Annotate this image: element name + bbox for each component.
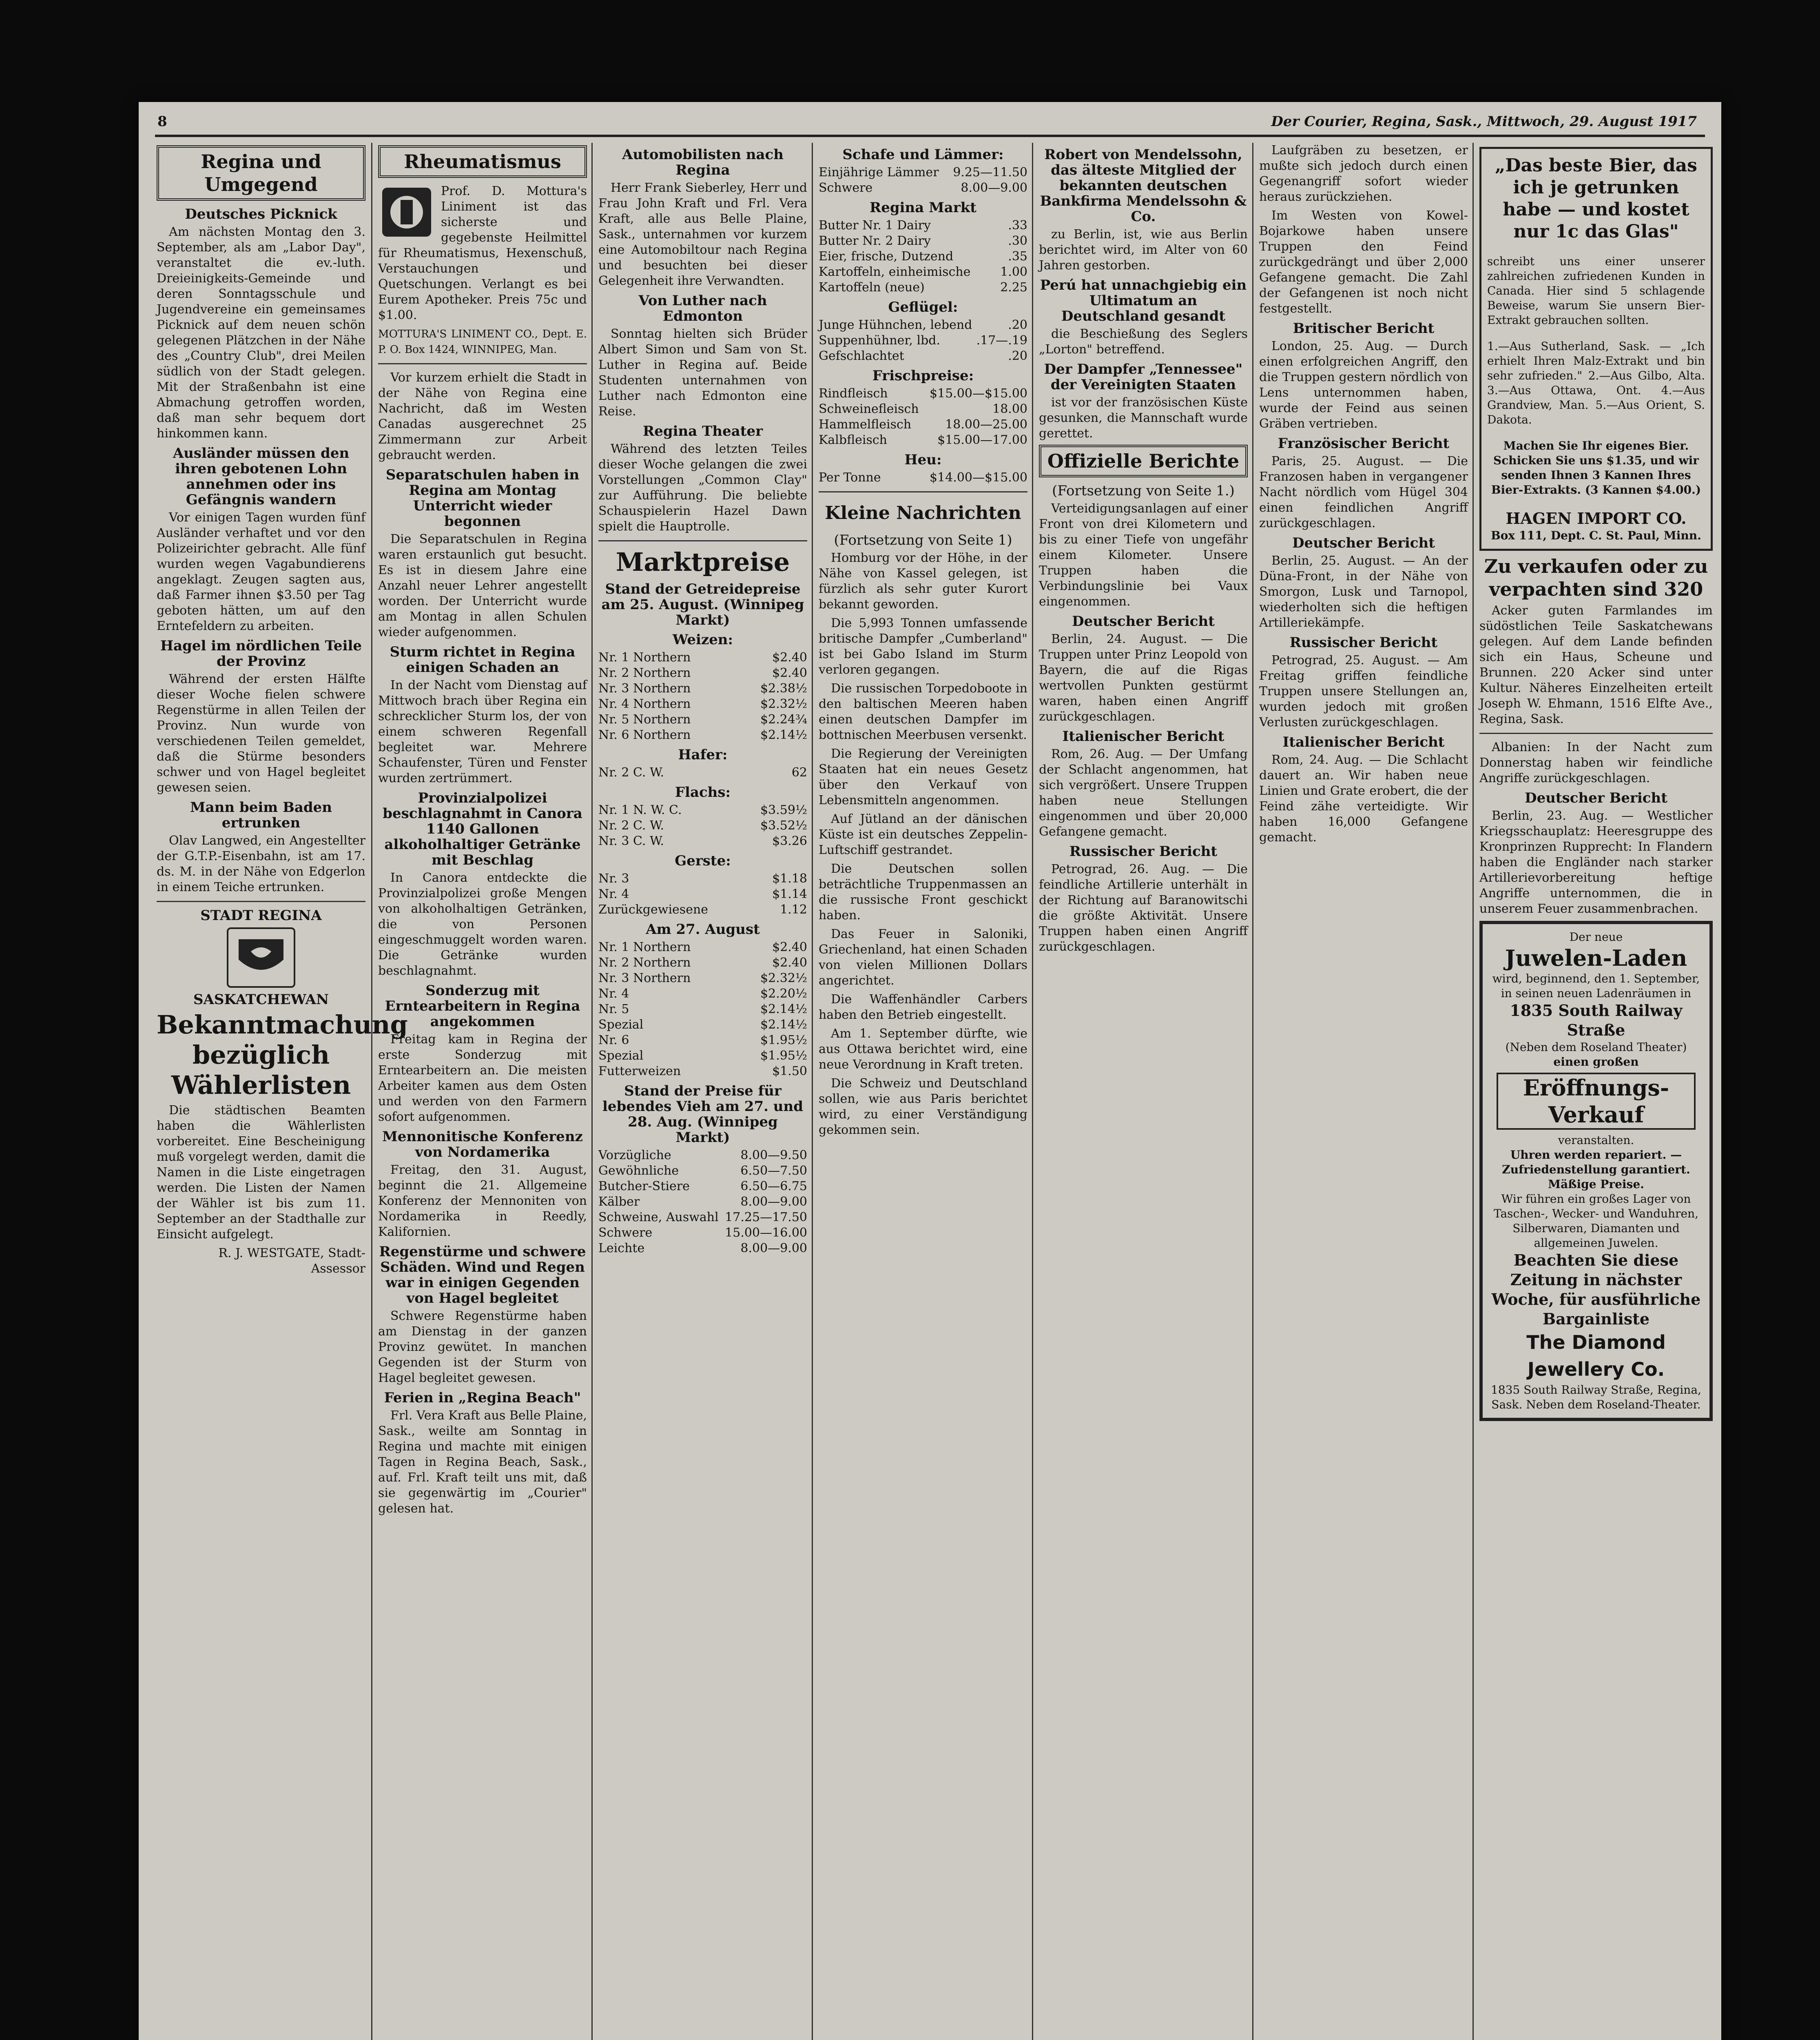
headline: Sturm richtet in Regina einigen Schaden an [390, 644, 576, 676]
price-list [819, 470, 1027, 486]
price-value: 18.00 [992, 402, 1027, 416]
headline: Mann beim Baden ertrunken [190, 799, 332, 831]
price-list [598, 871, 807, 918]
price-row [819, 280, 1027, 295]
price-value: 9.25—11.50 [953, 165, 1027, 180]
price-row [598, 665, 807, 681]
price-group-label: Flachs: [675, 784, 731, 800]
price-label: Nr. 5 [598, 1002, 629, 1016]
price-value: $15.00—17.00 [937, 433, 1027, 447]
price-label: Spezial [598, 1018, 644, 1032]
news-item: Die Schweiz und Deutschland sollen, wie aus Paris berichtet wird, zu einer Verständigung gekommen sein. [819, 1076, 1027, 1137]
price-label: Nr. 5 Northern [598, 712, 691, 727]
price-row [598, 1033, 807, 1048]
price-label: Schweinefleisch [819, 402, 919, 416]
price-value: $1.95½ [760, 1049, 807, 1063]
price-value: $2.40 [772, 666, 807, 680]
price-list [598, 940, 807, 1079]
jewellery-ad-notice: Beachten Sie diese Zeitung in nächster Woche, für ausführliche Bargainliste [1491, 1251, 1701, 1328]
article-text: Während des letzten Teiles dieser Woche gelangen die zwei Vorstellungen „Common Clay" zur Aufführung. Die beliebte Schauspielerin Hazel Dawn spielt die Hauptrolle. [598, 442, 807, 534]
price-value: $1.18 [772, 871, 807, 886]
price-label: Rindfleisch [819, 386, 888, 401]
price-value: $2.14½ [760, 728, 807, 742]
price-value: $3.59½ [760, 803, 807, 817]
price-value: .20 [1008, 349, 1027, 363]
beer-ad-address: Box 111, Dept. C. St. Paul, Minn. [1491, 529, 1701, 542]
price-label: Spezial [598, 1049, 644, 1063]
jewellery-ad-address: 1835 South Railway Straße [1510, 1001, 1683, 1039]
price-value: 15.00—16.00 [725, 1226, 807, 1240]
divider [157, 901, 365, 902]
headline: Separatschulen haben in Regina am Montag Unterricht wieder begonnen [385, 467, 580, 530]
price-label: Nr. 1 Northern [598, 940, 691, 954]
column-3 [591, 143, 813, 2040]
article-text: Freitag, den 31. August, beginnt die 21. Allgemeine Konferenz der Mennoniten von Nordamerika in Reedly, Kalifornien. [378, 1163, 587, 1239]
price-value: $1.50 [772, 1064, 807, 1078]
report-heading: Französischer Bericht [1278, 435, 1450, 452]
headline: Deutsches Picknick [185, 206, 337, 222]
price-row [598, 765, 807, 781]
article-text: ist vor der französischen Küste gesunken, die Mannschaft wurde gerettet. [1039, 395, 1248, 441]
report-heading: Britischer Bericht [1293, 320, 1435, 337]
report-text: Im Westen von Kowel-Bojarkowe haben unsere Truppen den Feind zurückgedrängt und über 2,000 Gefangene gemacht. Die Zahl der Gefangenen ist noch nicht festgestellt. [1259, 208, 1468, 316]
price-row [819, 432, 1027, 448]
stadt-title: STADT REGINA [200, 907, 322, 924]
price-label: Nr. 6 Northern [598, 728, 691, 742]
price-value: 17.25—17.50 [725, 1210, 807, 1224]
price-value: $3.52½ [760, 818, 807, 833]
price-row [819, 333, 1027, 348]
price-value: 6.50—6.75 [740, 1179, 807, 1193]
price-row [598, 803, 807, 818]
price-value: $2.40 [772, 650, 807, 665]
price-list [598, 1148, 807, 1256]
price-label: Nr. 2 Northern [598, 956, 691, 970]
jewellery-ad-sale: Eröffnungs-Verkauf [1497, 1073, 1696, 1130]
city-seal-icon [227, 927, 295, 988]
price-label: Kartoffeln, einheimische [819, 265, 971, 279]
stadt-subtitle: SASKATCHEWAN [193, 991, 329, 1008]
headline: Von Luther nach Edmonton [638, 293, 767, 324]
article-text: Olav Langwed, ein Angestellter der G.T.P.-Eisenbahn, ist am 17. ds. M. in der Nähe von Edgerlon in einem Teiche ertrunken. [157, 834, 365, 894]
price-value: 1.00 [1000, 265, 1027, 279]
rheumatism-ad [378, 184, 587, 357]
columns [151, 143, 1713, 2040]
price-label: Einjährige Lämmer [819, 165, 939, 180]
article-text: zu Berlin, ist, wie aus Berlin berichtet wird, im Alter von 60 Jahren gestorben. [1039, 227, 1248, 273]
headline: Hagel im nördlichen Teile der Provinz [160, 638, 362, 670]
price-label: Nr. 1 Northern [598, 650, 691, 665]
jewellery-ad-title: Juwelen-Laden [1505, 945, 1687, 971]
divider [378, 363, 587, 364]
news-item: Die Regierung der Vereinigten Staaten hat ein neues Gesetz über den Verkauf von Lebensmitteln angenommen. [819, 747, 1027, 807]
price-label: Futterweizen [598, 1064, 681, 1078]
price-label: Junge Hühnchen, lebend [819, 318, 972, 332]
article-text: Während der ersten Hälfte dieser Woche fielen schwere Regenstürme in allen Teilen der Provinz. Nun wurde von verschiedenen Teilen gemeldet, daß die Stürme besonders schwer und von Hagel begleitet gewesen seien. [157, 672, 365, 795]
price-value: 8.00—9.50 [740, 1148, 807, 1162]
divider [1479, 733, 1713, 734]
price-row [819, 218, 1027, 233]
price-row [819, 470, 1027, 486]
price-value: $2.32½ [760, 697, 807, 711]
price-value: 8.00—9.00 [740, 1241, 807, 1255]
price-label: Schwere [819, 181, 873, 195]
price-group-label: Schafe und Lämmer: [842, 146, 1004, 163]
price-row [819, 264, 1027, 280]
price-row [598, 1064, 807, 1079]
price-row [819, 401, 1027, 417]
price-label: Suppenhühner, lbd. [819, 333, 941, 348]
report-text: Berlin, 23. Aug. — Westlicher Kriegsschauplatz: Heeresgruppe des Kronprinzen Rupprecht: In Flandern haben die Engländer nach starker Artillerievorbereitung heftige Angriffe unternommen, die in unserem Feuer zusammenbrachen. [1479, 809, 1713, 916]
section-title: Regina und Umgegend [157, 145, 365, 201]
price-row [819, 348, 1027, 364]
price-label: Kartoffeln (neue) [819, 280, 925, 295]
price-row [598, 1017, 807, 1033]
price-label: Nr. 3 C. W. [598, 834, 664, 848]
report-text: Berlin, 25. August. — An der Düna-Front, in der Nähe von Smorgon, Lusk und Tarnopol, wiederholten sich die heftigen Artilleriekämpfe. [1259, 554, 1468, 630]
market-subtitle: Am 27. August [646, 921, 760, 938]
price-row [598, 986, 807, 1002]
price-list [819, 218, 1027, 295]
price-row [598, 871, 807, 887]
report-text: London, 25. Aug. — Durch einen erfolgreichen Angriff, den die Truppen gestern nördlich von Lens unternommen haben, wurde der Feind aus seinen Gräben vertrieben. [1259, 339, 1468, 431]
market-subtitle: Stand der Preise für lebendes Vieh am 27. und 28. Aug. (Winnipeg Markt) [602, 1083, 803, 1146]
price-label: Nr. 6 [598, 1033, 629, 1047]
rheumatism-ad-title: Rheumatismus [378, 145, 587, 178]
price-label: Gefschlachtet [819, 349, 904, 363]
notice-title: Bekanntmachung bezüglich Wählerlisten [157, 1010, 408, 1100]
report-text: Rom, 26. Aug. — Der Umfang der Schlacht angenommen, hat sich vergrößert. Unsere Truppen haben neue Stellungen eingenommen und über 20,000 Gefangene gemacht. [1039, 747, 1248, 839]
price-row [819, 386, 1027, 401]
report-heading: Deutscher Bericht [1072, 613, 1215, 630]
price-value: $2.40 [772, 940, 807, 954]
report-heading: Russischer Bericht [1289, 634, 1438, 651]
report-text: Paris, 25. August. — Die Franzosen haben in vergangener Nacht nördlich vom Hügel 304 einen feindlichen Angriff zurückgeschlagen. [1259, 454, 1468, 530]
price-row [598, 681, 807, 696]
price-row [598, 1241, 807, 1256]
headline: Ausländer müssen den ihren gebotenen Lohn annehmen oder ins Gefängnis wandern [173, 445, 350, 508]
price-label: Nr. 1 N. W. C. [598, 803, 682, 817]
price-label: Nr. 4 Northern [598, 697, 691, 711]
article-text: Sonntag hielten sich Brüder Albert Simon und Sam von St. Luther in Regina auf. Beide Studenten unternahmen von Luther nach Edmonton eine Reise. [598, 327, 807, 419]
divider [598, 540, 807, 541]
price-label: Nr. 3 Northern [598, 681, 691, 696]
price-value: .33 [1008, 218, 1027, 233]
jewellery-ad-text: wird, beginnend, den 1. September, in seinen neuen Ladenräumen in [1492, 972, 1700, 1000]
price-group-label: Heu: [904, 452, 942, 468]
price-label: Schweine, Auswahl [598, 1210, 719, 1224]
price-row [598, 1225, 807, 1241]
price-row [598, 1148, 807, 1163]
beer-ad [1479, 147, 1713, 551]
price-label: Vorzügliche [598, 1148, 671, 1162]
jewellery-ad-near: (Neben dem Roseland Theater) [1505, 1040, 1687, 1054]
price-value: $3.26 [772, 834, 807, 848]
price-list [819, 165, 1027, 196]
article-text: Die Separatschulen in Regina waren erstaunlich gut besucht. Es ist in diesem Jahre eine Anzahl neuer Lehrer angestellt worden. Der Unterricht wurde am Montag in allen Schulen wieder aufgenommen. [378, 532, 587, 639]
price-value: $14.00—$15.00 [930, 470, 1027, 485]
price-label: Hammelfleisch [819, 417, 912, 432]
beer-ad-offer: Machen Sie Ihr eigenes Bier. Schicken Sie uns $1.35, und wir senden Ihnen 3 Kannen Ihres Bier-Extrakts. (3 Kannen $4.00.) [1491, 439, 1701, 497]
beer-ad-title: „Das beste Bier, das ich je getrunken habe — und kostet nur 1c das Glas" [1495, 155, 1697, 242]
article-text: Vor einigen Tagen wurden fünf Ausländer verhaftet und vor den Polizeirichter gebracht. Alle fünf wurden wegen Vagabundierens angeklagt. Zeugen sagten aus, daß Farmer ihnen $3.50 per Tag geboten hätten, um auf den Erntefeldern zu arbeiten. [157, 510, 365, 633]
price-label: Nr. 3 [598, 871, 629, 886]
price-row [598, 1163, 807, 1179]
price-label: Butter Nr. 1 Dairy [819, 218, 931, 233]
price-label: Kälber [598, 1195, 640, 1209]
column-6 [1252, 143, 1474, 2040]
report-text: Berlin, 24. August. — Die Truppen unter Prinz Leopold von Bayern, die auf die Rigas wertvollen Punkten gestürmt waren, haben einen Angriff zurückgeschlagen. [1039, 632, 1248, 724]
news-item: Die 5,993 Tonnen umfassende britische Dampfer „Cumberland" ist bei Gabo Island im Sturm verloren gegangen. [819, 616, 1027, 677]
price-row [598, 650, 807, 665]
price-row [598, 818, 807, 834]
price-group-label: Regina Markt [869, 200, 976, 216]
market-title: Marktpreise [616, 547, 790, 577]
price-row [819, 165, 1027, 180]
news-title: Kleine Nachrichten [825, 503, 1021, 523]
beer-ad-list: 1.—Aus Sutherland, Sask. — „Ich erhielt Ihren Malz-Extrakt und bin sehr zufrieden." 2.—Aus Gilbo, Alta. 3.—Aus Ottawa, Ont. 4.—Aus Grandview, Man. 5.—Aus Orient, S. Dakota. [1487, 339, 1705, 426]
article-text: Frl. Vera Kraft aus Belle Plaine, Sask., weilte am Sonntag in Regina und machte mit einigen Tagen in Regina Beach, Sask., auf. Frl. Kraft teilt uns mit, daß sie gegenwärtig im „Courier" gelesen hat. [378, 1408, 587, 1516]
price-row [819, 233, 1027, 249]
page-number: 8 [157, 113, 167, 130]
jewellery-ad [1479, 921, 1713, 1421]
jewellery-ad-top: Der neue [1569, 930, 1623, 944]
price-value: .35 [1008, 249, 1027, 264]
news-item: Die russischen Torpedoboote in den baltischen Meeren haben einen deutschen Dampfer im bottnischen Meerbusen versenkt. [819, 681, 1027, 742]
price-value: 1.12 [780, 902, 807, 917]
article-text: In Canora entdeckte die Provinzialpolizei große Mengen von alkoholhaltigen Getränken, die von Personen eingeschmuggelt worden waren. Die Getränke wurden beschlagnahmt. [378, 871, 587, 978]
news-subtitle: (Fortsetzung von Seite 1) [834, 532, 1012, 548]
price-row [819, 417, 1027, 432]
price-value: $2.38½ [760, 681, 807, 696]
price-row [598, 971, 807, 986]
price-list [598, 803, 807, 849]
price-list [598, 650, 807, 743]
headline: Der Dampfer „Tennessee" der Vereinigten Staaten [1044, 361, 1243, 393]
headline: Sonderzug mit Erntearbeitern in Regina angekommen [385, 982, 580, 1030]
price-row [598, 1179, 807, 1194]
price-value: $2.14½ [760, 1018, 807, 1032]
price-label: Nr. 2 C. W. [598, 765, 664, 780]
report-text: Rom, 24. Aug. — Die Schlacht dauert an. Wir haben neue Linien und Grate erobert, die der Feind zähe verteidigte. Wir haben 16,000 Gefangene gemacht. [1259, 753, 1468, 845]
report-heading: Russischer Bericht [1069, 843, 1218, 860]
article-text: Vor kurzem erhielt die Stadt in der Nähe von Regina eine Nachricht, daß im Westen Canadas ausgerechnet 25 Zimmermann zur Arbeit gebraucht werden. [378, 370, 587, 462]
article-text: Freitag kam in Regina der erste Sonderzug mit Erntearbeitern an. Die meisten Arbeiter kamen aus dem Osten und werden von den Farmern sofort aufgenommen. [378, 1032, 587, 1124]
news-item: Die Waffenhändler Carbers haben den Betrieb eingestellt. [819, 992, 1027, 1022]
price-value: $2.24¾ [760, 712, 807, 727]
price-label: Kalbfleisch [819, 433, 887, 447]
news-item: Homburg vor der Höhe, in der Nähe von Kassel gelegen, ist fürzlich als sehr guter Kurort bekannt geworden. [819, 551, 1027, 612]
price-value: 8.00—9.00 [961, 181, 1027, 195]
price-value: 8.00—9.00 [740, 1195, 807, 1209]
jewellery-ad-einen: einen großen [1553, 1055, 1639, 1069]
notice-signature: R. J. WESTGATE, Stadt-Assessor [218, 1246, 365, 1276]
dateline: Der Courier, Regina, Sask., Mittwoch, 29. August 1917 [1271, 113, 1697, 130]
headline: Regenstürme und schwere Schäden. Wind und Regen war in einigen Gegenden von Hagel begleitet [379, 1244, 586, 1306]
price-label: Butcher-Stiere [598, 1179, 690, 1193]
land-ad-title: Zu verkaufen oder zu verpachten sind 320 [1484, 555, 1708, 600]
price-group-label: Weizen: [672, 632, 733, 648]
news-item: Auf Jütland an der dänischen Küste ist ein deutsches Zeppelin-Luftschiff gestrandet. [819, 812, 1027, 857]
price-row [598, 712, 807, 727]
price-group-label: Hafer: [678, 747, 728, 763]
newspaper-page [139, 102, 1721, 2040]
price-label: Leichte [598, 1241, 645, 1255]
news-item: Das Feuer in Saloniki, Griechenland, hat einen Schaden von vielen Millionen Dollars angerichtet. [819, 927, 1027, 988]
report-text: Laufgräben zu besetzen, er mußte sich jedoch durch einen Gegenangriff sofort wieder heraus zurückziehen. [1259, 143, 1468, 204]
price-label: Gewöhnliche [598, 1164, 679, 1178]
headline: Mennonitische Konferenz von Nordamerika [382, 1129, 583, 1160]
headline: Ferien in „Regina Beach" [384, 1390, 581, 1406]
column-2 [371, 143, 593, 2040]
price-value: 6.50—7.50 [740, 1164, 807, 1178]
price-value: .17—.19 [976, 333, 1027, 348]
jewellery-ad-repair: Uhren werden repariert. — Zufriedenstellung garantiert. Mäßige Preise. [1502, 1148, 1690, 1191]
price-row [598, 1048, 807, 1064]
price-value: 2.25 [1000, 280, 1027, 295]
official-reports-title: Offizielle Berichte [1039, 445, 1248, 477]
price-row [598, 902, 807, 918]
price-row [598, 1002, 807, 1017]
article-text: die Beschießung des Seglers „Lorton" betreffend. [1039, 327, 1248, 357]
price-value: $2.20½ [760, 987, 807, 1001]
price-group-label: Frischpreise: [872, 368, 974, 384]
price-row [819, 180, 1027, 196]
market-subtitle: Stand der Getreidepreise am 25. August. (Winnipeg Markt) [601, 581, 804, 628]
price-list [819, 386, 1027, 448]
price-label: Per Tonne [819, 470, 881, 485]
column-1 [151, 143, 408, 2040]
official-reports-subtitle: (Fortsetzung von Seite 1.) [1052, 483, 1235, 499]
rheumatism-ad-body: Prof. D. Mottura's Liniment ist das sicherste und gegebenste Heilmittel für Rheumatismus, Hexenschuß, Verstauchungen und Quetschungen. Verlangt es bei Eurem Apotheker. Preis 75c und $1.00. [378, 184, 587, 322]
jewellery-ad-footer: 1835 South Railway Straße, Regina, Sask. Neben dem Roseland-Theater. [1491, 1383, 1701, 1411]
article-text: Schwere Regenstürme haben am Dienstag in der ganzen Provinz gewütet. In manchen Gegenden ist der Sturm von Hagel begleitet gewesen. [378, 1309, 587, 1385]
price-row [598, 1210, 807, 1225]
price-row [598, 887, 807, 902]
price-label: Nr. 4 [598, 887, 629, 901]
headline: Automobilisten nach Regina [622, 146, 784, 178]
price-label: Butter Nr. 2 Dairy [819, 234, 931, 248]
column-5 [1032, 143, 1253, 2040]
price-list [819, 317, 1027, 364]
jewellery-ad-veranst: veranstalten. [1558, 1133, 1634, 1147]
price-value: $1.95½ [760, 1033, 807, 1047]
article-text: Herr Frank Sieberley, Herr und Frau John Kraft und Frl. Vera Kraft, alle aus Belle Plaine, Sask., unternahmen vor kurzem eine Automobiltour nach Regina und besuchten bei dieser Gelegenheit ihre Verwandten. [598, 181, 807, 288]
price-row [598, 727, 807, 743]
headline: Robert von Mendelssohn, das älteste Mitglied der bekannten deutschen Bankfirma Mendelssohn & Co. [1040, 146, 1247, 225]
notice-body: Die städtischen Beamten haben die Wählerlisten vorbereitet. Eine Bescheinigung muß vorgelegt werden, damit die Namen in die Liste eingetragen werden. Die Listen der Namen der Wähler ist bis zum 11. September an der Stadthalle zur Einsicht aufgelegt. [157, 1103, 365, 1242]
price-value: .20 [1008, 318, 1027, 332]
report-heading: Italienischer Bericht [1062, 728, 1224, 745]
price-group-label: Geflügel: [888, 299, 958, 315]
price-value: .30 [1008, 234, 1027, 248]
rheumatism-ad-address: MOTTURA'S LINIMENT CO., Dept. E. P. O. Box 1424, WINNIPEG, Man. [378, 328, 587, 356]
report-heading: Deutscher Bericht [1292, 535, 1435, 551]
price-label: Nr. 2 Northern [598, 666, 691, 680]
column-7 [1472, 143, 1718, 2040]
jewellery-ad-stock: Wir führen ein großes Lager von Taschen-, Wecker- und Wanduhren, Silberwaren, Diamanten und allgemeinen Juwelen. [1493, 1192, 1699, 1250]
price-label: Zurückgewiesene [598, 902, 709, 917]
price-value: $2.32½ [760, 971, 807, 985]
article-text: In der Nacht vom Dienstag auf Mittwoch brach über Regina ein schrecklicher Sturm los, der von einem schweren Regenfall begleitet war. Mehrere Schaufenster, Türen und Fenster wurden zertrümmert. [378, 678, 587, 785]
price-label: Eier, frische, Dutzend [819, 249, 954, 264]
price-value: 18.00—25.00 [945, 417, 1027, 432]
price-label: Nr. 4 [598, 987, 629, 1001]
beer-ad-body: schreibt uns einer unserer zahlreichen zufriedenen Kunden in Canada. Hier sind 5 schlagende Beweise, warum Sie unsern Bier-Extrakt gebrauchen sollten. [1487, 255, 1705, 327]
price-value: $2.40 [772, 956, 807, 970]
price-value: 62 [791, 765, 807, 780]
report-heading: Deutscher Bericht [1525, 790, 1667, 806]
page-header [155, 110, 1705, 137]
liniment-bottle-icon [378, 184, 435, 241]
price-value: $1.14 [772, 887, 807, 901]
beer-ad-company: HAGEN IMPORT CO. [1506, 509, 1687, 528]
headline: Perú hat unnachgiebig ein Ultimatum an Deutschland gesandt [1040, 277, 1247, 324]
report-text: Verteidigungsanlagen auf einer Front von drei Kilometern und bis zu einer Tiefe von ungefähr einem Kilometer. Unsere Truppen haben die Verbindungslinie bei Vaux eingenommen. [1039, 501, 1248, 609]
headline: Provinzialpolizei beschlagnahmt in Canora 1140 Gallonen alkoholhaltiger Getränke mit Beschlag [383, 790, 582, 868]
price-label: Nr. 3 Northern [598, 971, 691, 985]
headline: Regina Theater [642, 423, 763, 439]
price-row [598, 955, 807, 971]
price-value: $15.00—$15.00 [930, 386, 1027, 401]
report-heading: Italienischer Bericht [1282, 734, 1445, 750]
price-row [598, 696, 807, 712]
price-label: Nr. 2 C. W. [598, 818, 664, 833]
news-item: Die Deutschen sollen beträchtliche Truppenmassen an die russische Front geschickt haben. [819, 862, 1027, 922]
price-label: Schwere [598, 1226, 653, 1240]
column-4 [812, 143, 1033, 2040]
report-text: Albanien: In der Nacht zum Donnerstag haben wir feindliche Angriffe zurückgeschlagen. [1479, 740, 1713, 785]
land-ad-body: Acker guten Farmlandes im südöstlichen Teile Saskatchewans gelegen. Auf dem Lande befinden sich ein Haus, Scheune und Brunnen. 220 Acker sind unter Kultur. Näheres Einzelheiten erteilt Joseph W. Ehmann, 1516 Elfte Ave., Regina, Sask. [1479, 603, 1713, 726]
price-row [598, 1194, 807, 1210]
price-group-label: Gerste: [675, 853, 731, 869]
price-row [598, 940, 807, 955]
price-row [819, 249, 1027, 264]
divider [819, 491, 1027, 492]
price-list [598, 765, 807, 781]
news-item: Am 1. September dürfte, wie aus Ottawa berichtet wird, eine neue Verordnung in Kraft treten. [819, 1027, 1027, 1072]
report-text: Petrograd, 26. Aug. — Die feindliche Artillerie unterhält in der Richtung auf Baranowitschi die größte Aktivität. Unsere Truppen haben einen Angriff zurückgeschlagen. [1039, 862, 1248, 954]
jewellery-ad-company: The Diamond Jewellery Co. [1526, 1331, 1666, 1380]
price-value: $2.14½ [760, 1002, 807, 1016]
report-text: Petrograd, 25. August. — Am Freitag griffen feindliche Truppen unsere Stellungen an, wurden jedoch mit großen Verlusten zurückgeschlagen. [1259, 653, 1468, 730]
price-row [819, 317, 1027, 333]
article-text: Am nächsten Montag den 3. September, als am „Labor Day", veranstaltet die ev.-luth. Dreieinigkeits-Gemeinde und deren Sonntagsschule und Jugendvereine ein gemeinsames Picknick auf dem neuen schön gelegenen Plätzchen in der Nähe des „Country Club", drei Meilen südlich von der Stadt gelegen. Mit der Straßenbahn ist eine Abmachung getroffen worden, daß man sehr bequem dort hinkommen kann. [157, 225, 365, 441]
price-row [598, 834, 807, 849]
